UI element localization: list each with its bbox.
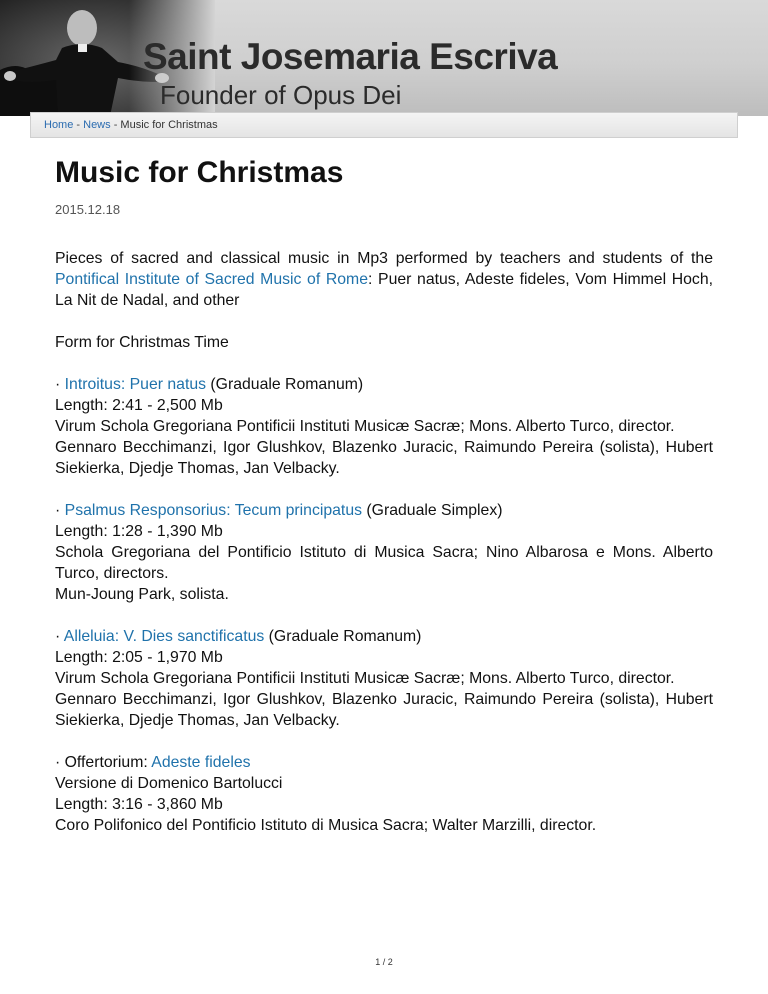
track-soloists: Mun-Joung Park, solista.	[55, 586, 229, 603]
track-bullet: ·	[55, 376, 65, 393]
track-bullet: ·	[55, 502, 65, 519]
track-bullet: ·	[55, 628, 64, 645]
track-item	[55, 626, 713, 731]
track-title-line	[55, 626, 713, 647]
track-performers: Coro Polifonico del Pontificio Istituto di Musica Sacra; Walter Marzilli, director.	[55, 817, 597, 834]
breadcrumb-news-link[interactable]: News	[83, 119, 111, 131]
breadcrumb-current: Music for Christmas	[120, 119, 218, 131]
form-heading: Form for Christmas Time	[55, 334, 229, 351]
track-item	[55, 752, 713, 836]
site-header-banner	[0, 0, 768, 116]
track-source: (Graduale Romanum)	[264, 628, 422, 645]
track-title-line	[55, 374, 713, 395]
track-length: Length: 3:16 - 3,860 Mb	[55, 796, 223, 813]
breadcrumb-separator: -	[110, 119, 121, 131]
track-item	[55, 500, 713, 605]
page-title: Music for Christmas	[55, 156, 344, 189]
article-body	[55, 248, 713, 857]
site-title: Saint Josemaria Escriva	[143, 36, 558, 77]
track-bullet: · Offertorium:	[55, 754, 152, 771]
track-version: Versione di Domenico Bartolucci	[55, 775, 283, 792]
intro-text-end: : Puer natus, Adeste fideles, Vom Himmel Hoch, La Nit de Nadal, and other	[55, 271, 714, 309]
post-date: 2015.12.18	[55, 202, 121, 217]
site-subtitle: Founder of Opus Dei	[160, 80, 402, 110]
track-source: (Graduale Romanum)	[206, 376, 364, 393]
track-link-adeste-fideles[interactable]: Adeste fideles	[151, 754, 251, 771]
intro-paragraph	[55, 248, 713, 311]
track-performers: Virum Schola Gregoriana Pontificii Instituti Musicæ Sacræ; Mons. Alberto Turco, director.	[55, 418, 675, 435]
breadcrumb	[30, 112, 738, 138]
track-link-psalmus[interactable]: Psalmus Responsorius: Tecum principatus	[64, 502, 363, 519]
track-item	[55, 374, 713, 479]
breadcrumb-home-link[interactable]: Home	[44, 119, 74, 131]
track-source: (Graduale Simplex)	[362, 502, 503, 519]
track-length: Length: 1:28 - 1,390 Mb	[55, 523, 223, 540]
track-link-alleluia[interactable]: Alleluia: V. Dies sanctificatus	[63, 628, 265, 645]
track-length: Length: 2:41 - 2,500 Mb	[55, 397, 223, 414]
track-title-line	[55, 500, 713, 521]
page-number: 1 / 2	[375, 957, 393, 967]
breadcrumb-separator: -	[73, 119, 84, 131]
institute-link[interactable]: Pontifical Institute of Sacred Music of Rome	[55, 271, 369, 288]
track-soloists: Gennaro Becchimanzi, Igor Glushkov, Blazenko Juracic, Raimundo Pereira (solista), Hubert Siekierka, Djedje Thomas, Jan Velbacky.	[55, 439, 713, 477]
track-length: Length: 2:05 - 1,970 Mb	[55, 649, 223, 666]
track-link-introitus[interactable]: Introitus: Puer natus	[64, 376, 207, 393]
track-performers: Virum Schola Gregoriana Pontificii Instituti Musicæ Sacræ; Mons. Alberto Turco, director.	[55, 670, 675, 687]
intro-text: Pieces of sacred and classical music in Mp3 performed by teachers and students of the	[55, 250, 713, 267]
track-soloists: Gennaro Becchimanzi, Igor Glushkov, Blazenko Juracic, Raimundo Pereira (solista), Hubert Siekierka, Djedje Thomas, Jan Velbacky.	[55, 691, 713, 729]
track-title-line	[55, 752, 713, 773]
track-performers: Schola Gregoriana del Pontificio Istituto di Musica Sacra; Nino Albarosa e Mons. Alberto Turco, directors.	[55, 544, 713, 582]
